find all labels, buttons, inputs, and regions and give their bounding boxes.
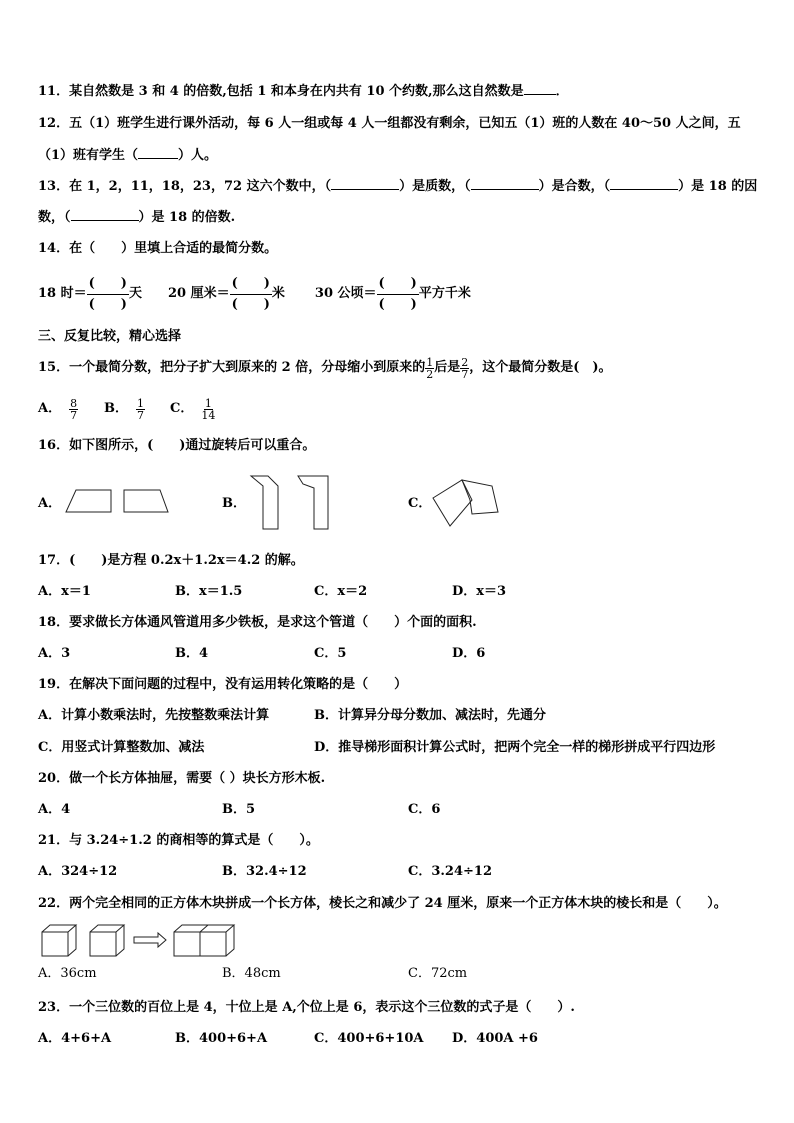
question-13-text: 13．在 1，2，11，18，23，72 这六个数中，（ (38, 179, 332, 194)
question-12-line1: 12．五（1）班学生进行课外活动，每 6 人一组或每 4 人一组都没有剩余，已知五（1）班的人数在 40～50 人之间，五 (38, 116, 741, 131)
option-label: B． (104, 401, 128, 416)
question-23-text: 23．一个三位数的百位上是 4，十位上是 A,个位上是 6，表示这个三位数的式子是（ ）. (38, 1000, 575, 1015)
option-a[interactable]: A．计算小数乘法时，先按整数乘法计算 (38, 708, 270, 723)
fraction-numerator: ( ) (377, 274, 419, 295)
option-a[interactable] (38, 394, 78, 424)
option-b[interactable]: B．5 (222, 802, 256, 817)
question-13-text: 数，（ (38, 210, 71, 225)
question-13-line1 (38, 179, 757, 195)
question-20-text: 20．做一个长方体抽屉，需要（ ）块长方形木板. (38, 771, 326, 786)
question-13-text: ）是合数，（ (538, 179, 611, 194)
fraction (201, 398, 215, 421)
fraction (136, 398, 145, 421)
conversion-unit: 平方千米 (418, 286, 471, 301)
option-a[interactable]: A．324÷12 (38, 864, 118, 879)
question-16-text: 16．如下图所示，( )通过旋转后可以重合。 (38, 438, 316, 453)
fraction-numerator: 1 (426, 355, 434, 369)
option-c[interactable]: C．72cm (408, 966, 468, 981)
fraction (69, 398, 78, 421)
question-21-text: 21．与 3.24÷1.2 的商相等的算式是（ ）。 (38, 833, 319, 848)
option-b[interactable]: B．x＝1.5 (175, 584, 243, 599)
fraction-answer[interactable] (377, 274, 419, 315)
fraction-numerator: ( ) (87, 274, 129, 295)
fraction-denominator: 2 (426, 367, 434, 381)
option-c[interactable]: C．5 (314, 646, 347, 661)
pentagon-pair-figure (430, 476, 505, 530)
fraction-numerator: 1 (204, 396, 212, 410)
answer-blank[interactable] (610, 189, 678, 190)
fraction-denominator: 14 (201, 408, 216, 422)
question-15-text: ，这个最简分数是( )。 (469, 360, 612, 375)
question-22-text: 22．两个完全相同的正方体木块拼成一个长方体，棱长之和减少了 24 厘米，原来一个正方体木块的棱长和是（ ）。 (38, 896, 727, 911)
option-a[interactable]: A．4+6+A (38, 1031, 112, 1046)
cubes-combine-figure (40, 922, 240, 958)
option-label: A． (38, 401, 62, 416)
question-15-text: 后是 (434, 360, 461, 375)
option-c[interactable]: C．6 (408, 802, 441, 817)
fraction-denominator: 7 (137, 408, 144, 422)
question-18-text: 18．要求做长方体通风管道用多少铁板，是求这个管道（ ）个面的面积. (38, 615, 477, 630)
question-14-items (38, 272, 471, 316)
question-11-end: ． (555, 84, 569, 99)
option-d[interactable]: D．推导梯形面积计算公式时，把两个完全一样的梯形拼成平行四边形 (314, 740, 716, 755)
conversion-unit: 天 (128, 286, 142, 301)
question-15-text: 15．一个最简分数，把分子扩大到原来的 2 倍，分母缩小到原来的 (38, 360, 426, 375)
option-b[interactable]: B．48cm (222, 966, 281, 981)
fraction-denominator: 7 (70, 408, 78, 422)
question-13-text: ）是质数，（ (399, 179, 471, 194)
option-a[interactable]: A．x＝1 (38, 584, 91, 599)
option-c[interactable]: C．x＝2 (314, 584, 368, 599)
question-11-text: 11．某自然数是 3 和 4 的倍数,包括 1 和本身在内共有 10 个约数,那么这自然数是 (38, 84, 524, 99)
question-19-text: 19．在解决下面问题的过程中，没有运用转化策略的是（ ） (38, 677, 408, 692)
question-11 (38, 84, 569, 100)
option-d[interactable]: D．400A +6 (452, 1031, 538, 1046)
fraction-numerator: 8 (70, 396, 78, 410)
answer-blank[interactable] (331, 189, 399, 190)
option-d[interactable]: D．6 (452, 646, 486, 661)
fraction-denominator: ( ) (378, 296, 417, 312)
conversion-prefix: 20 厘米＝ (167, 286, 230, 301)
fraction (425, 357, 434, 380)
question-12-text: （1）班有学生（ (38, 148, 139, 163)
answer-blank[interactable] (71, 220, 139, 221)
fraction-numerator: 1 (137, 396, 144, 410)
fraction-answer[interactable] (230, 274, 272, 315)
option-b[interactable]: B．400+6+A (175, 1031, 268, 1046)
question-15 (38, 354, 612, 382)
trapezoid-pair-figure (62, 487, 172, 515)
option-d[interactable]: D．x＝3 (452, 584, 507, 599)
fraction-denominator: ( ) (88, 296, 127, 312)
option-a[interactable]: A．4 (38, 802, 71, 817)
option-b[interactable]: B．32.4÷12 (222, 864, 307, 879)
section-heading: 三、反复比较，精心选择 (38, 329, 182, 344)
fraction-numerator: ( ) (230, 274, 272, 295)
option-c[interactable]: C．400+6+10A (314, 1031, 424, 1046)
question-13-text: ）是 18 的因 (678, 179, 758, 194)
question-14-text: 14．在（ ）里填上合适的最简分数。 (38, 241, 278, 256)
bent-shape-pair-figure (248, 474, 338, 532)
question-13-line2 (38, 210, 235, 226)
option-a[interactable]: A．36cm (38, 966, 97, 981)
option-b[interactable]: B．计算异分母分数加、减法时，先通分 (314, 708, 546, 723)
fraction-denominator: 7 (461, 367, 469, 381)
option-b[interactable] (104, 394, 145, 424)
fraction-denominator: ( ) (231, 296, 270, 312)
option-c[interactable] (170, 394, 215, 424)
fraction-numerator: 2 (461, 355, 469, 369)
option-b-label[interactable]: B． (222, 496, 246, 511)
option-c[interactable]: C．用竖式计算整数加、减法 (38, 740, 205, 755)
option-c-label[interactable]: C． (408, 496, 432, 511)
question-12-line2 (38, 148, 217, 164)
answer-blank[interactable] (524, 94, 556, 95)
fraction (460, 357, 469, 380)
question-13-text: ）是 18 的倍数. (138, 210, 236, 225)
option-a-label[interactable]: A． (38, 496, 62, 511)
conversion-prefix: 18 时＝ (38, 286, 87, 301)
question-17-text: 17．( )是方程 0.2x＋1.2x＝4.2 的解。 (38, 553, 304, 568)
question-12-text-end: ）人。 (178, 148, 218, 163)
option-b[interactable]: B．4 (175, 646, 209, 661)
option-c[interactable]: C．3.24÷12 (408, 864, 492, 879)
answer-blank[interactable] (471, 189, 539, 190)
fraction-answer[interactable] (87, 274, 129, 315)
conversion-prefix: 30 公顷＝ (314, 286, 377, 301)
answer-blank[interactable] (138, 158, 178, 159)
conversion-unit: 米 (271, 286, 285, 301)
option-a[interactable]: A．3 (38, 646, 71, 661)
option-label: C． (170, 401, 194, 416)
